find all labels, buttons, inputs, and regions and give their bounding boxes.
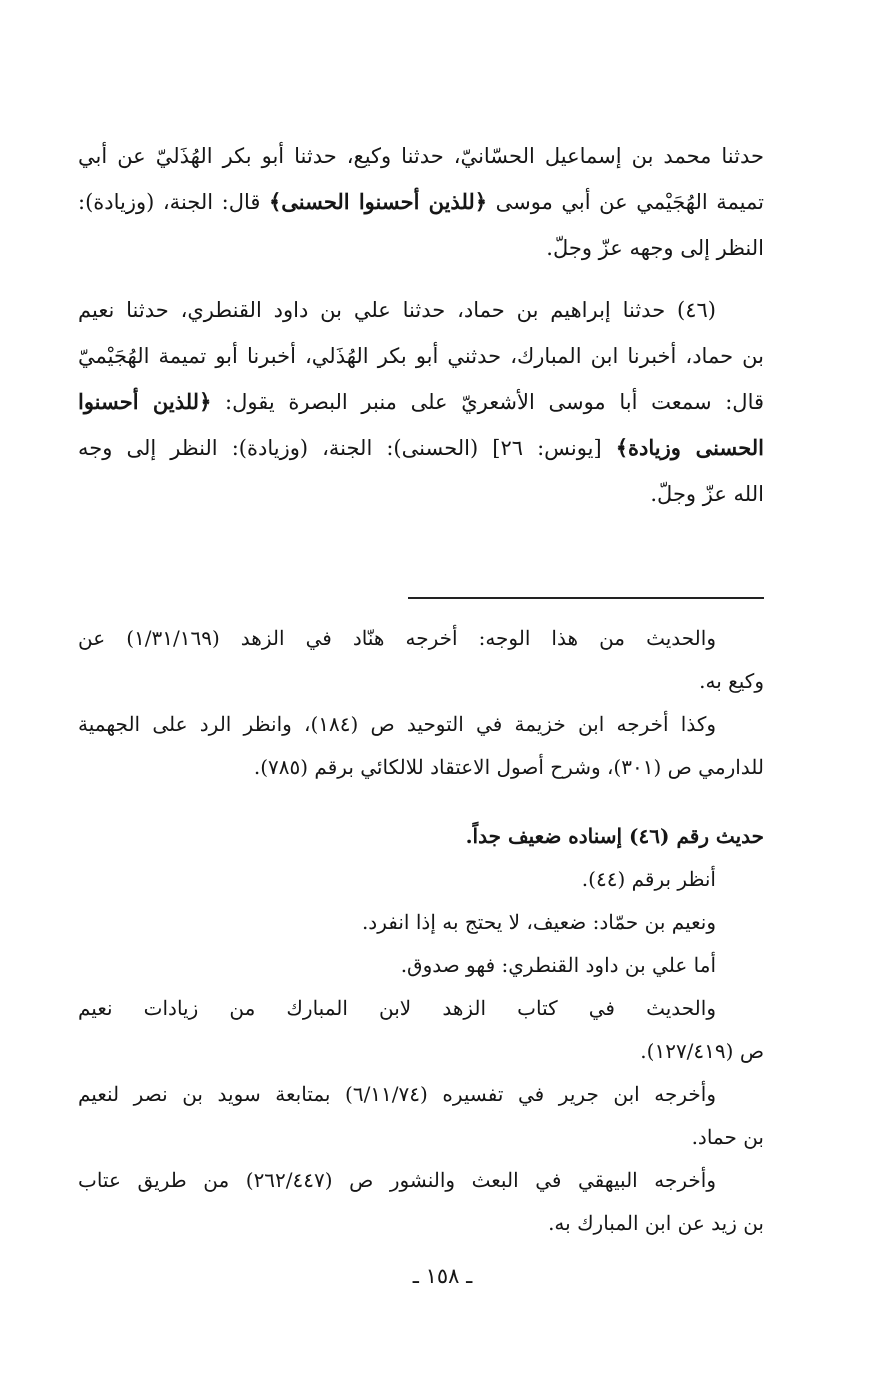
quran-quote: الحسنى وزيادة﴾ bbox=[615, 435, 764, 460]
text-line bbox=[78, 425, 764, 471]
text-line: الله عزّ وجلّ. bbox=[650, 482, 764, 506]
footnote-separator bbox=[408, 597, 764, 599]
main-paragraph-2 bbox=[78, 287, 764, 517]
text-line bbox=[78, 179, 764, 225]
text-line: (٤٦) حدثنا إبراهيم بن حماد، حدثنا علي بن داود القنطري، حدثنا نعيم bbox=[78, 298, 716, 322]
text-line bbox=[78, 379, 764, 425]
footnote-line: والحديث في كتاب الزهد لابن المبارك من زيادات نعيم bbox=[78, 996, 716, 1020]
footnote-line: ونعيم بن حمّاد: ضعيف، لا يحتج به إذا انفرد. bbox=[361, 910, 716, 934]
footnote-line: وكيع به. bbox=[699, 669, 764, 693]
text-line: بن حماد، أخبرنا ابن المبارك، حدثني أبو بكر الهُذَلي، أخبرنا أبو تميمة الهُجَيْميّ bbox=[78, 344, 764, 368]
footnote-line: بن زيد عن ابن المبارك به. bbox=[548, 1211, 764, 1235]
text-segment: تميمة الهُجَيْمي عن أبي موسى bbox=[487, 190, 764, 214]
footnote-line: وأخرجه البيهقي في البعث والنشور ص (٢٦٢/٤٤٧) من طريق عتاب bbox=[78, 1168, 716, 1192]
footnote-line: والحديث من هذا الوجه: أخرجه هنّاد في الزهد (١/٣١/١٦٩) عن bbox=[78, 626, 716, 650]
footnote-line: ص (١٢٧/٤١٩). bbox=[640, 1039, 764, 1063]
quran-quote: ﴿للذين أحسنوا bbox=[78, 389, 212, 414]
text-segment: قال: الجنة، (وزيادة): bbox=[78, 190, 269, 214]
footnote-2 bbox=[78, 815, 764, 1245]
footnote-line: وكذا أخرجه ابن خزيمة في التوحيد ص (١٨٤)، وانظر الرد على الجهمية bbox=[78, 712, 716, 736]
quran-quote: ﴿للذين أحسنوا الحسنى﴾ bbox=[268, 189, 488, 214]
footnote-line: أنظر برقم (٤٤). bbox=[581, 867, 716, 891]
footnote-line: للدارمي ص (٣٠١)، وشرح أصول الاعتقاد للالكائي برقم (٧٨٥). bbox=[253, 755, 764, 779]
footnote-1 bbox=[78, 617, 764, 789]
text-line: حدثنا محمد بن إسماعيل الحسّانيّ، حدثنا وكيع، حدثنا أبو بكر الهُذَليّ عن أبي bbox=[78, 144, 764, 168]
footnote-line: أما علي بن داود القنطري: فهو صدوق. bbox=[400, 953, 716, 977]
text-line: النظر إلى وجهه عزّ وجلّ. bbox=[546, 236, 764, 260]
page-number: ـ ١٥٨ ـ bbox=[412, 1264, 473, 1288]
main-paragraph-1 bbox=[78, 133, 764, 271]
hadith-grading-heading: حديث رقم (٤٦) إسناده ضعيف جداً. bbox=[465, 824, 764, 848]
footnote-line: وأخرجه ابن جرير في تفسيره (٦/١١/٧٤) بمتابعة سويد بن نصر لنعيم bbox=[78, 1082, 716, 1106]
text-segment: [يونس: ٢٦] (الحسنى): الجنة، (وزيادة): النظر إلى وجه bbox=[78, 436, 616, 460]
footnote-line: بن حماد. bbox=[691, 1125, 764, 1149]
text-segment: قال: سمعت أبا موسى الأشعريّ على منبر البصرة يقول: bbox=[211, 390, 764, 414]
